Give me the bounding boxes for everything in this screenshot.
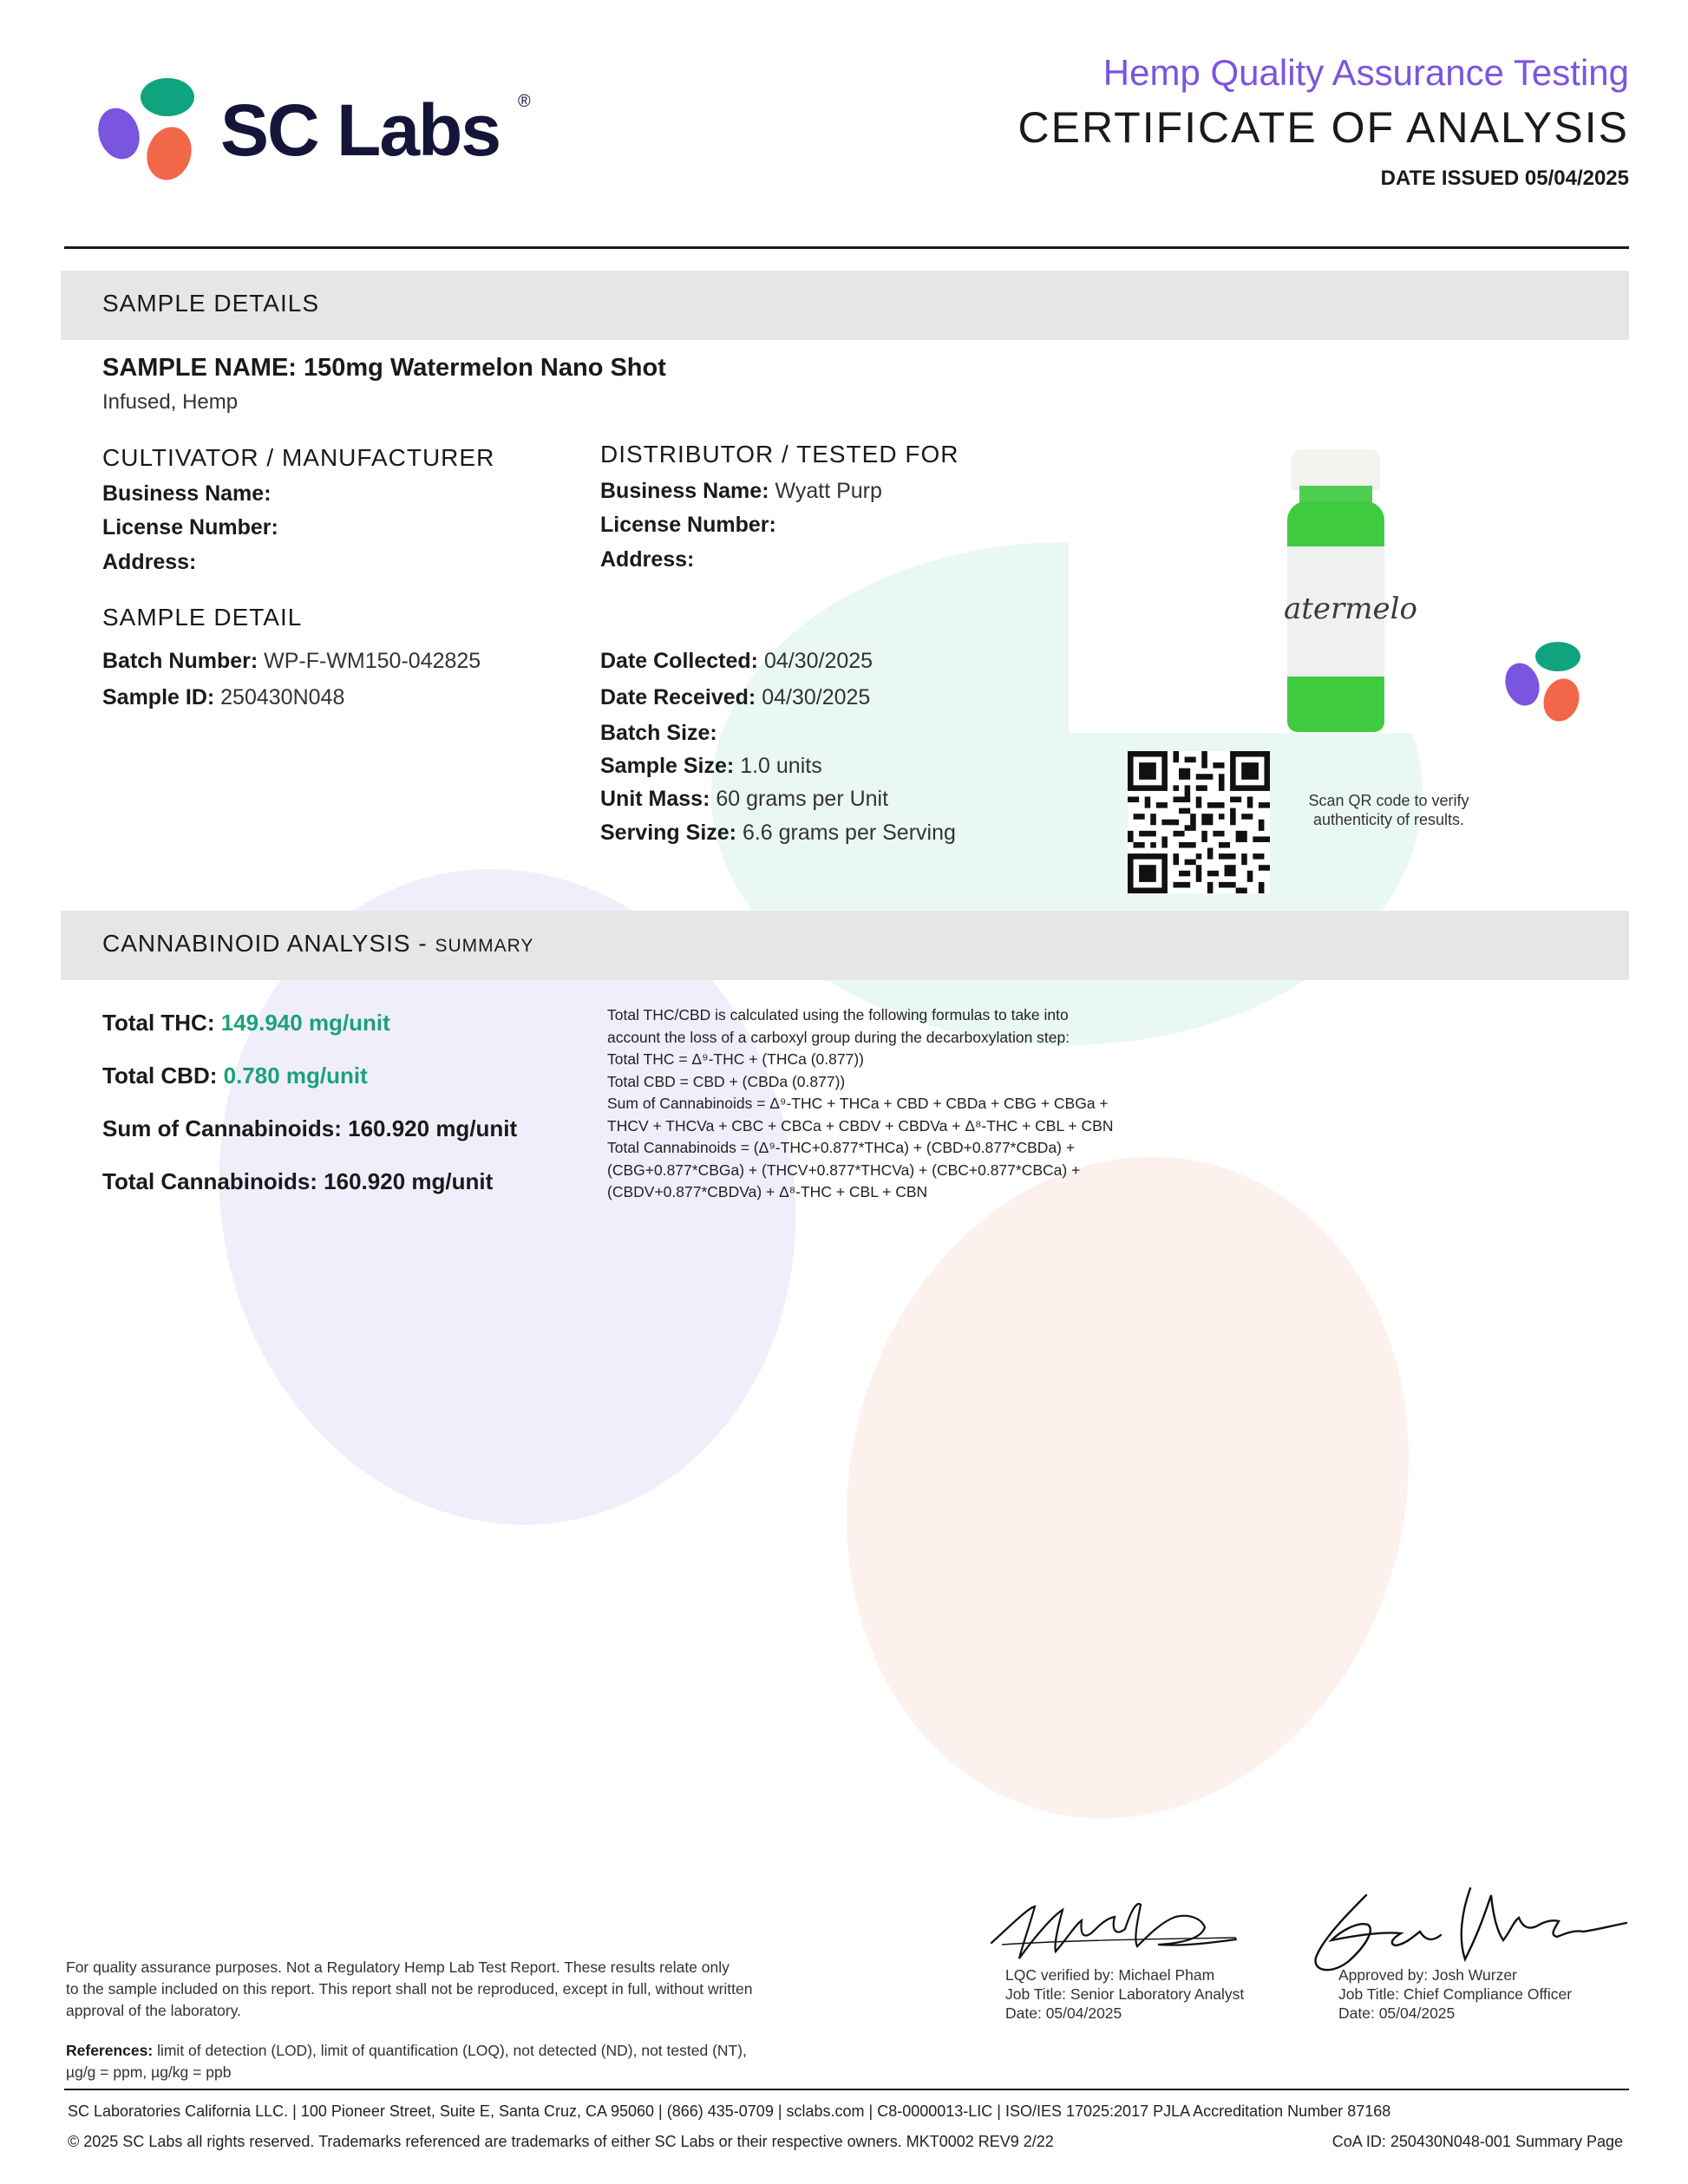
cannabinoid-analysis-bar [61, 911, 1629, 980]
company-info-line: SC Laboratories California LLC. | 100 Pioneer Street, Suite E, Santa Cruz, CA 95060 | (866) 435-0709 | sclabs.com | C8-0000013-LIC | ISO/IES 17025:2017 PJLA Accreditation Number 87168 [68, 2102, 1391, 2120]
cannabinoid-analysis-title [102, 930, 533, 958]
cannabinoid-analysis-title-main: CANNABINOID ANALYSIS - [102, 930, 428, 957]
total-cbd-label: Total CBD: [102, 1063, 218, 1089]
side-logo-mark [1506, 642, 1584, 725]
sample-id [102, 685, 344, 710]
date-issued: DATE ISSUED 05/04/2025 [1380, 167, 1629, 190]
header-subtitle: Hemp Quality Assurance Testing [1102, 52, 1629, 93]
formula-line: THCV + THCVa + CBC + CBCa + CBDV + CBDVa + Δ⁸-THC + CBL + CBN [607, 1116, 1114, 1135]
date-collected [600, 649, 873, 674]
qr-caption-line-2: authenticity of results. [1312, 811, 1465, 828]
sample-detail-heading: SAMPLE DETAIL [102, 604, 303, 631]
logo-wordmark: SC Labs [220, 89, 501, 171]
references [66, 2040, 747, 2083]
cultivator-license-number-label: License Number: [102, 515, 278, 539]
formula-line: Sum of Cannabinoids = Δ⁹-THC + THCa + CBD + CBDa + CBG + CBGa + [607, 1095, 1109, 1112]
distributor-business-name-value: Wyatt Purp [775, 479, 882, 503]
side-dot-purple-icon [1500, 658, 1545, 709]
total-cbd [102, 1063, 368, 1089]
batch-size-label: Batch Size: [600, 721, 717, 745]
signer-1-job-title: Job Title: Senior Laboratory Analyst [1005, 1985, 1245, 2003]
header-divider [64, 246, 1629, 249]
formula-line: Total THC/CBD is calculated using the following formulas to take into [607, 1006, 1069, 1023]
sample-name [102, 354, 666, 383]
bottle-label-text: atermelo [1284, 592, 1418, 626]
distributor-license-number-label: License Number: [600, 513, 776, 537]
distributor-address-label: Address: [600, 547, 695, 572]
side-dot-green-icon [1535, 642, 1580, 671]
signer-2-block [1338, 1965, 1572, 2023]
cultivator-address-label: Address: [102, 550, 197, 574]
sample-details-title: SAMPLE DETAILS [102, 290, 320, 317]
coa-id: CoA ID: 250430N048-001 Summary Page [1331, 2133, 1623, 2150]
formula-line: account the loss of a carboxyl group during the decarboxylation step: [607, 1028, 1070, 1046]
serving-size-label: Serving Size: [600, 821, 736, 845]
bottle-cap [1292, 449, 1379, 487]
formula-line: (CBDV+0.877*CBDVa) + Δ⁸-THC + CBL + CBN [607, 1183, 928, 1200]
signer-1-date: Date: 05/04/2025 [1005, 2004, 1122, 2022]
copyright-line: © 2025 SC Labs all rights reserved. Trademarks referenced are trademarks of either SC Labs or their respective owners. MKT0002 REV9 2/22 [68, 2133, 1054, 2150]
signer-1-block [1005, 1965, 1244, 2023]
logo-dot-green-icon [141, 78, 194, 116]
disclaimer-line: to the sample included on this report. This report shall not be reproduced, except in full, without written [66, 1980, 753, 1998]
batch-number [102, 649, 481, 674]
total-cbd-value: 0.780 mg/unit [223, 1063, 368, 1089]
sample-id-label: Sample ID: [102, 685, 215, 709]
sample-size-label: Sample Size: [600, 754, 735, 778]
signer-2-job-title: Job Title: Chief Compliance Officer [1338, 1985, 1573, 2003]
batch-number-value: WP-F-WM150-042825 [264, 649, 481, 673]
cultivator-heading: CULTIVATOR / MANUFACTURER [102, 444, 495, 471]
sample-size [600, 754, 822, 779]
references-units: µg/g = ppm, µg/kg = ppb [66, 2063, 232, 2081]
side-dot-orange-icon [1538, 674, 1584, 726]
disclaimer-line: approval of the laboratory. [66, 2002, 242, 2019]
qr-code[interactable] [1128, 751, 1270, 893]
bottle-label [1284, 546, 1418, 677]
qr-caption [1280, 791, 1497, 829]
signer-1-verified-by: LQC verified by: Michael Pham [1005, 1966, 1215, 1984]
date-received-label: Date Received: [600, 685, 756, 709]
total-thc-label: Total THC: [102, 1010, 215, 1036]
date-received [600, 685, 870, 710]
formula-line: Total THC = Δ⁹-THC + (THCa (0.877)) [607, 1050, 865, 1068]
date-received-value: 04/30/2025 [762, 685, 871, 709]
sample-name-label: SAMPLE NAME: [102, 354, 297, 382]
sum-of-cannabinoids: Sum of Cannabinoids: 160.920 mg/unit [102, 1115, 518, 1141]
sample-size-value: 1.0 units [740, 754, 822, 778]
formula-line: Total CBD = CBD + (CBDa (0.877)) [607, 1072, 846, 1090]
formula-line: (CBG+0.877*CBGa) + (THCV+0.877*THCVa) + (CBC+0.877*CBCa) + [607, 1161, 1081, 1179]
footer-divider [64, 2089, 1629, 2090]
distributor-business-name [600, 479, 882, 504]
unit-mass-label: Unit Mass: [600, 787, 710, 811]
signature-michael-pham [985, 1891, 1245, 1969]
disclaimer-line: For quality assurance purposes. Not a Regulatory Hemp Lab Test Report. These results relate only [66, 1958, 730, 1976]
references-text: limit of detection (LOD), limit of quantification (LOQ), not detected (ND), not tested (NT), [157, 2042, 747, 2059]
product-bottle-image [1284, 449, 1418, 732]
calculation-formulas [607, 1004, 1214, 1204]
sample-id-value: 250430N048 [220, 685, 345, 709]
references-label: References: [66, 2042, 154, 2059]
cannabinoid-analysis-title-suffix: SUMMARY [435, 936, 534, 956]
logo-dot-orange-icon [141, 121, 199, 186]
serving-size-value: 6.6 grams per Serving [742, 821, 956, 845]
signer-2-date: Date: 05/04/2025 [1338, 2004, 1456, 2022]
background-blob-orange [777, 1096, 1477, 1879]
distributor-business-name-label: Business Name: [600, 479, 769, 503]
unit-mass [600, 787, 888, 812]
date-collected-value: 04/30/2025 [763, 649, 873, 673]
logo-dot-purple-icon [92, 102, 146, 164]
unit-mass-value: 60 grams per Unit [716, 787, 889, 811]
total-cannabinoids: Total Cannabinoids: 160.920 mg/unit [102, 1168, 494, 1194]
distributor-heading: DISTRIBUTOR / TESTED FOR [600, 441, 959, 468]
cultivator-business-name-label: Business Name: [102, 481, 272, 506]
qr-code-icon [1128, 751, 1270, 893]
qr-caption-line-1: Scan QR code to verify [1308, 792, 1469, 809]
sample-name-value: 150mg Watermelon Nano Shot [304, 354, 666, 382]
disclaimer [66, 1957, 753, 2022]
sample-details-bar [61, 271, 1629, 340]
sc-labs-logo [97, 76, 548, 189]
total-thc [102, 1010, 390, 1036]
formula-line: Total Cannabinoids = (Δ⁹-THC+0.877*THCa) + (CBD+0.877*CBDa) + [607, 1139, 1076, 1156]
serving-size [600, 821, 956, 846]
batch-number-label: Batch Number: [102, 649, 258, 673]
registered-mark: ® [518, 92, 531, 111]
sample-type: Infused, Hemp [102, 390, 239, 414]
page-title: CERTIFICATE OF ANALYSIS [1017, 103, 1629, 152]
signer-2-approved-by: Approved by: Josh Wurzer [1338, 1966, 1517, 1984]
total-thc-value: 149.940 mg/unit [220, 1010, 390, 1036]
date-collected-label: Date Collected: [600, 649, 758, 673]
